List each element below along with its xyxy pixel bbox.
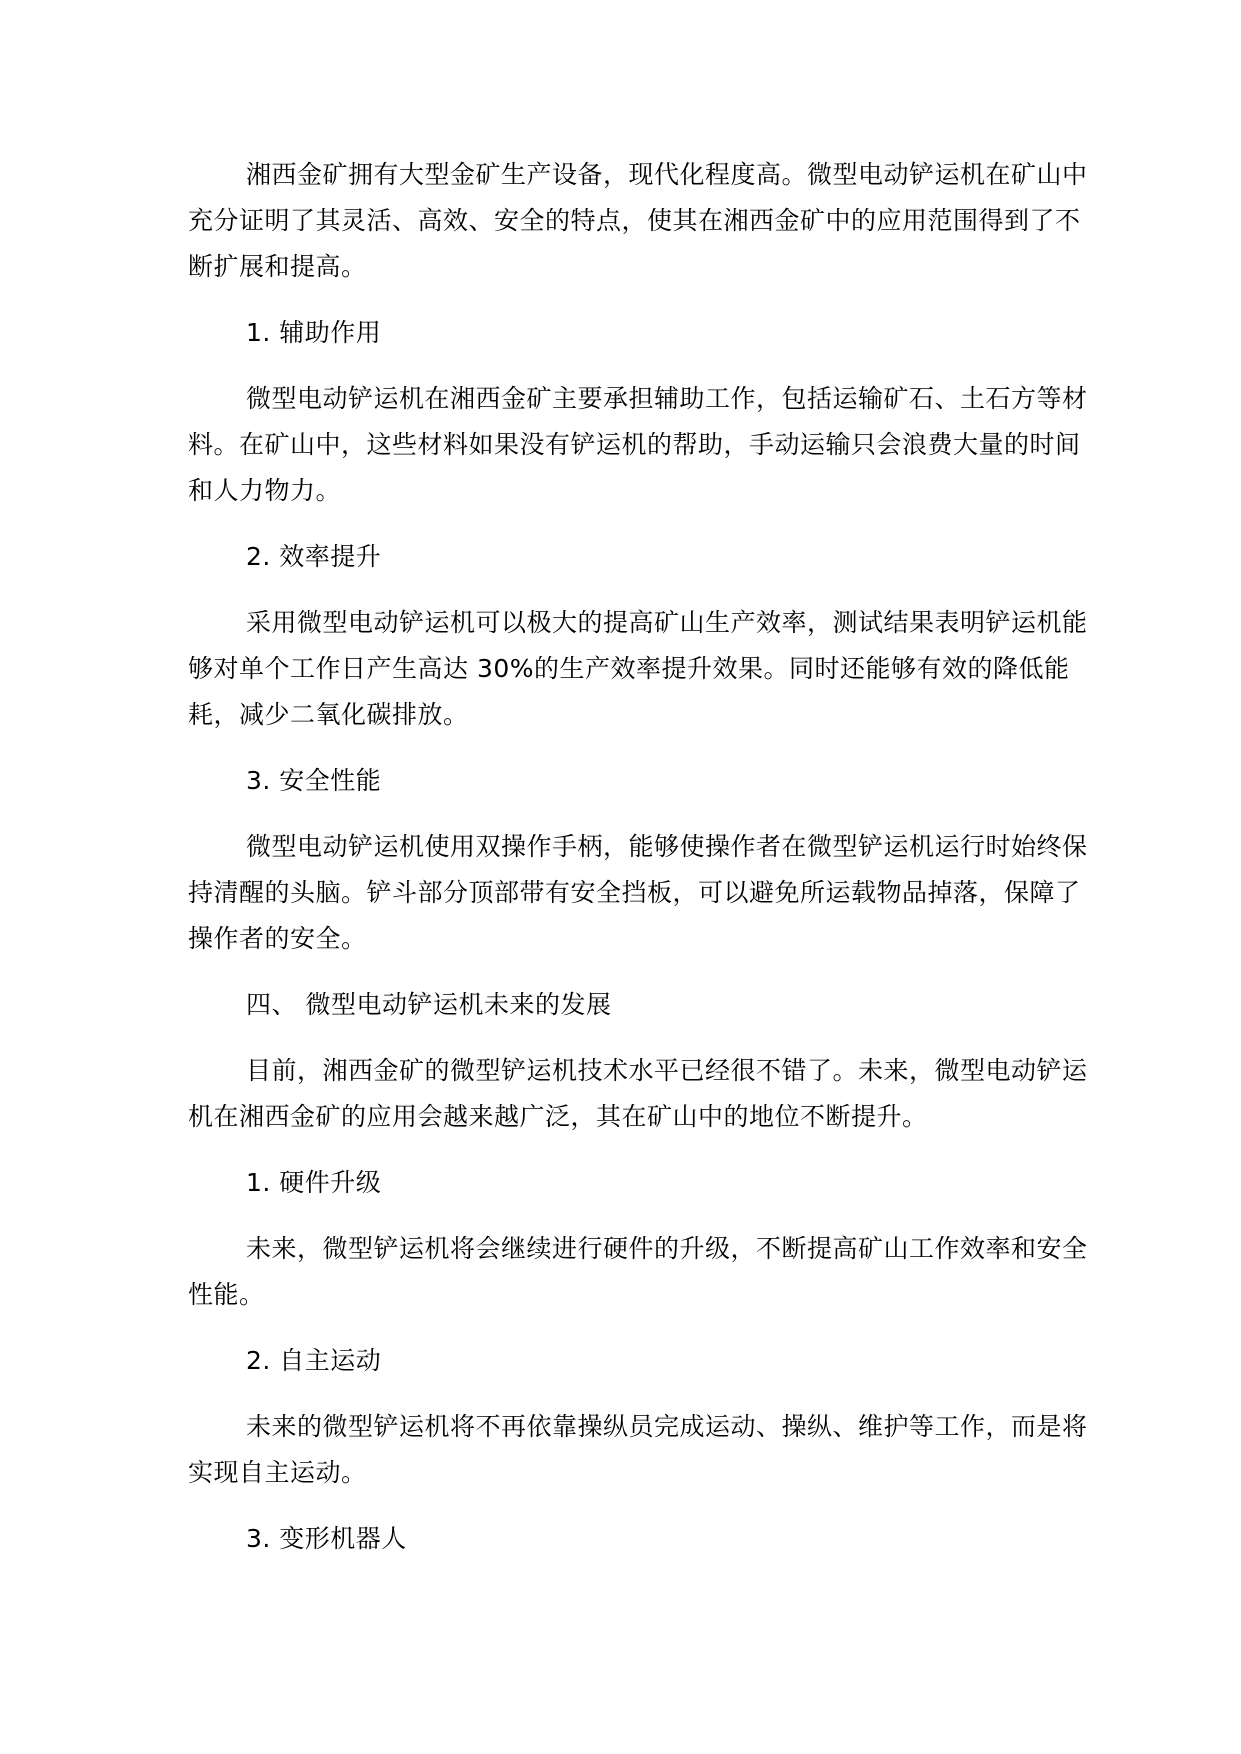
paragraph-auxiliary-role: 微型电动铲运机在湘西金矿主要承担辅助工作，包括运输矿石、土石方等材料。在矿山中，这些材料如果没有铲运机的帮助，手动运输只会浪费大量的时间和人力物力。 xyxy=(188,384,1088,505)
heading-safety: 3. 安全性能 xyxy=(246,766,382,795)
paragraph-intro: 湘西金矿拥有大型金矿生产设备，现代化程度高。微型电动铲运机在矿山中充分证明了其灵活、高效、安全的特点，使其在湘西金矿中的应用范围得到了不断扩展和提高。 xyxy=(188,160,1088,281)
paragraph-autonomous-motion: 未来的微型铲运机将不再依靠操纵员完成运动、操纵、维护等工作，而是将实现自主运动。 xyxy=(188,1412,1088,1487)
paragraph-safety: 微型电动铲运机使用双操作手柄，能够使操作者在微型铲运机运行时始终保持清醒的头脑。铲斗部分顶部带有安全挡板，可以避免所运载物品掉落，保障了操作者的安全。 xyxy=(188,832,1088,953)
section-heading-future: 四、 微型电动铲运机未来的发展 xyxy=(246,990,612,1019)
document-body xyxy=(188,152,1088,1582)
paragraph-efficiency: 采用微型电动铲运机可以极大的提高矿山生产效率，测试结果表明铲运机能够对单个工作日产生高达 30%的生产效率提升效果。同时还能够有效的降低能耗，减少二氧化碳排放。 xyxy=(188,608,1088,729)
heading-hardware-upgrade: 1. 硬件升级 xyxy=(246,1168,382,1197)
heading-autonomous-motion: 2. 自主运动 xyxy=(246,1346,382,1375)
heading-transforming-robot: 3. 变形机器人 xyxy=(246,1524,407,1553)
paragraph-future: 目前，湘西金矿的微型铲运机技术水平已经很不错了。未来，微型电动铲运机在湘西金矿的应用会越来越广泛，其在矿山中的地位不断提升。 xyxy=(188,1056,1088,1131)
heading-efficiency: 2. 效率提升 xyxy=(246,542,382,571)
paragraph-hardware-upgrade: 未来，微型铲运机将会继续进行硬件的升级，不断提高矿山工作效率和安全性能。 xyxy=(188,1234,1088,1309)
heading-auxiliary-role: 1. 辅助作用 xyxy=(246,318,382,347)
